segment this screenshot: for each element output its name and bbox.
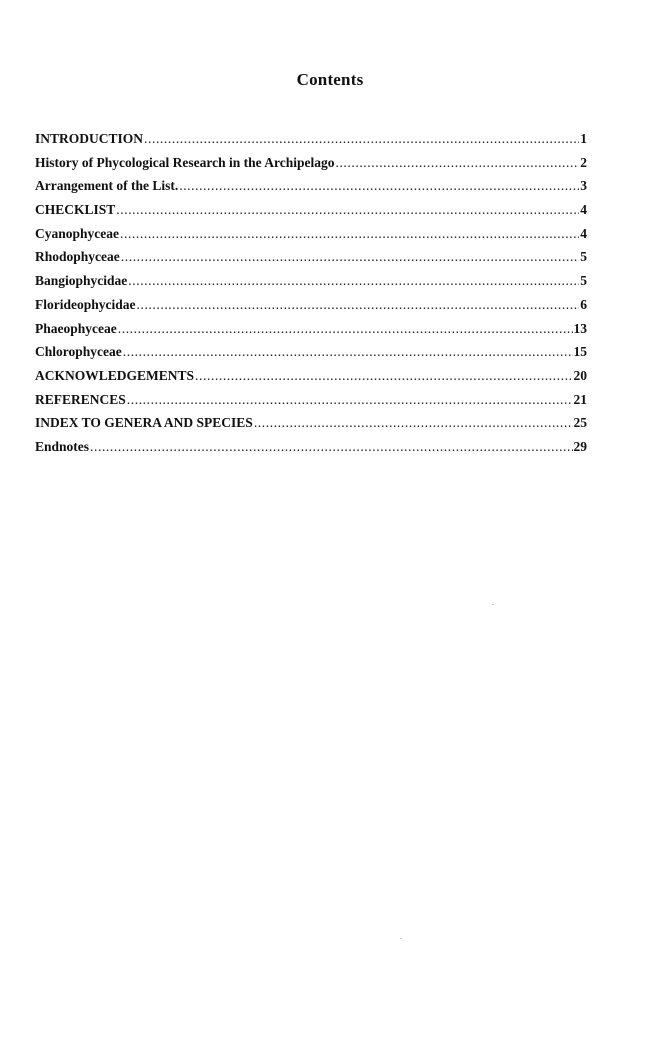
dot-leader xyxy=(127,392,573,408)
toc-entry-label: Cyanophyceae xyxy=(35,225,119,241)
toc-entry-endnotes xyxy=(35,439,587,463)
toc-entry-bangiophycidae xyxy=(35,273,587,297)
toc-entry-page: 5 xyxy=(580,249,587,265)
toc-entry-label: CHECKLIST xyxy=(35,202,116,218)
dot-leader xyxy=(116,202,579,218)
toc-entry-label: Phaeophyceae xyxy=(35,320,117,336)
toc-entry-page: 4 xyxy=(580,225,587,241)
toc-entry-label: Arrangement of the List. xyxy=(35,178,179,194)
toc-entry-arrangement xyxy=(35,178,587,202)
toc-entry-checklist xyxy=(35,202,587,226)
toc-entry-page: 13 xyxy=(573,320,587,336)
toc-entry-page: 25 xyxy=(573,415,587,431)
toc-entry-page: 20 xyxy=(573,367,587,383)
table-of-contents xyxy=(35,131,587,463)
toc-entry-label: Bangiophycidae xyxy=(35,273,128,289)
toc-entry-page: 2 xyxy=(580,154,587,170)
toc-entry-references xyxy=(35,392,587,416)
toc-entry-cyanophyceae xyxy=(35,226,587,250)
toc-entry-phaeophyceae xyxy=(35,321,587,345)
toc-entry-label: Florideophycidae xyxy=(35,296,136,312)
dot-leader xyxy=(137,297,580,313)
toc-entry-label: REFERENCES xyxy=(35,391,126,407)
toc-entry-label: INDEX TO GENERA AND SPECIES xyxy=(35,415,253,431)
toc-entry-page: 15 xyxy=(573,344,587,360)
scan-speck xyxy=(492,604,494,605)
page-title: Contents xyxy=(296,70,364,89)
toc-entry-page: 5 xyxy=(580,273,587,289)
toc-entry-introduction xyxy=(35,131,587,155)
toc-entry-label: INTRODUCTION xyxy=(35,131,144,146)
toc-entry-history xyxy=(35,155,587,179)
toc-entry-label: Chlorophyceae xyxy=(35,344,122,360)
toc-entry-index xyxy=(35,415,587,439)
dot-leader xyxy=(123,344,573,360)
toc-entry-page: 21 xyxy=(573,391,587,407)
toc-entry-page: 3 xyxy=(580,178,587,194)
dot-leader xyxy=(144,131,579,147)
toc-entry-label: Endnotes xyxy=(35,438,90,454)
dot-leader xyxy=(90,439,572,455)
toc-entry-page: 29 xyxy=(573,438,587,454)
dot-leader xyxy=(118,321,573,337)
toc-entry-chlorophyceae xyxy=(35,344,587,368)
toc-entry-label: ACKNOWLEDGEMENTS xyxy=(35,367,195,383)
dot-leader xyxy=(195,368,572,384)
toc-entry-label: History of Phycological Research in the Archipelago xyxy=(35,154,335,170)
dot-leader xyxy=(128,273,579,289)
toc-entry-page: 6 xyxy=(580,296,587,312)
scan-speck xyxy=(400,938,402,939)
toc-entry-page: 4 xyxy=(580,202,587,218)
dot-leader xyxy=(120,226,579,242)
toc-entry-page: 1 xyxy=(580,131,587,146)
toc-entry-label: Rhodophyceae xyxy=(35,249,120,265)
toc-entry-florideophycidae xyxy=(35,297,587,321)
dot-leader xyxy=(121,249,579,265)
dot-leader xyxy=(179,178,579,194)
toc-entry-acknowledgements xyxy=(35,368,587,392)
toc-entry-rhodophyceae xyxy=(35,249,587,273)
dot-leader xyxy=(335,155,579,171)
dot-leader xyxy=(254,415,573,431)
